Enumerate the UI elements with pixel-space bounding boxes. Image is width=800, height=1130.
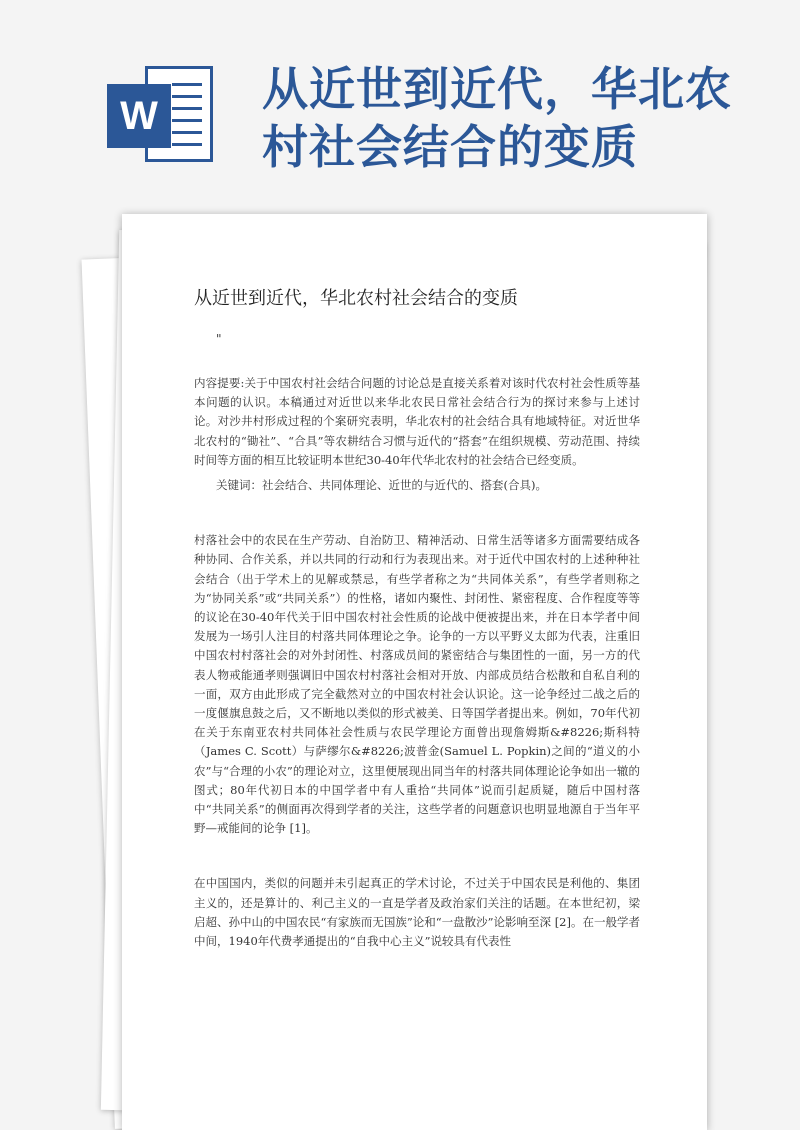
page-title-line2: 村社会结合的变质	[262, 120, 638, 174]
keywords-line: 关键词：社会结合、共同体理论、近世的与近代的、搭套(合具)。	[216, 478, 547, 493]
document-title: 从近世到近代，华北农村社会结合的变质	[194, 288, 518, 309]
document-page	[122, 214, 707, 1130]
page-title	[262, 60, 762, 176]
body-paragraph-2: 在中国国内，类似的问题并未引起真正的学术讨论，不过关于中国农民是利他的、集团主义的，还是算计的、利己主义的一直是学者及政治家们关注的话题。在本世纪初，梁启超、孙中山的中国农民“有家族而无国族”论和“一盘散沙”论影响至深 [2]。在一般学者中间，1940年代费孝通提出的“自我中心主义”说较具有代表性	[194, 876, 640, 949]
word-badge: W	[107, 84, 171, 148]
body-paragraph-1: 村落社会中的农民在生产劳动、自治防卫、精神活动、日常生活等诸多方面需要结成各种协同、合作关系，并以共同的行动和行为表现出来。对于近代中国农村的上述种种社会结合（出于学术上的见解或禁忌，有些学者称之为“共同体关系”，有些学者则称之为“协同关系”或“共同关系”）的性格，诸如内聚性、封闭性、紧密程度、合作程度等等的议论在30-40年代关于旧中国农村社会性质的论战中便被提出来，并在日本学者中间发展为一场引人注目的村落共同体理论之争。论争的一方以平野义太郎为代表，注重旧中国农村村落社会的对外封闭性、村落成员间的紧密结合与集团性的一面，另一方的代表人物戒能通孝则强调旧中国农村村落社会相对开放、内部成员结合松散和自私自利的一面，双方由此形成了完全截然对立的中国农村社会认识论。这一论争经过二战之后的一度偃旗息鼓之后，又不断地以类似的形式被美、日等国学者提出来。例如，70年代初在关于东南亚农村共同体社会性质与农民学理论方面曾出现詹姆斯&#8226;斯科特（James C. Scott）与萨缪尔&#8226;波普金(Samuel L. Popkin)之间的“道义的小农”与“合理的小农”的理论对立，这里便展现出同当年的村落共同体理论论争如出一辙的图式；80年代初日本的中国学者中有人重拾“共同体”说而引起质疑，随后中国村落中“共同关系”的侧面再次得到学者的关注，这些学者的问题意识也明显地源自于当年平野—戒能间的论争 [1]。	[194, 533, 640, 836]
quote-mark: "	[216, 332, 222, 346]
document-body	[194, 374, 640, 951]
word-document-icon	[105, 58, 215, 168]
abstract-paragraph: 内容提要:关于中国农村社会结合问题的讨论总是直接关系着对该时代农村社会性质等基本问题的认识。本稿通过对近世以来华北农民日常社会结合行为的探讨来参与上述讨论。对沙井村形成过程的个案研究表明，华北农村的社会结合具有地域特征。对近世华北农村的“锄社”、“合具”等农耕结合习惯与近代的“搭套”在组织规模、劳动范围、持续时间等方面的相互比较证明本世纪30-40年代华北农村的社会结合已经变质。	[194, 376, 640, 467]
banner-header	[0, 0, 800, 210]
page-title-line1: 从近世到近代，华北农	[262, 62, 732, 116]
